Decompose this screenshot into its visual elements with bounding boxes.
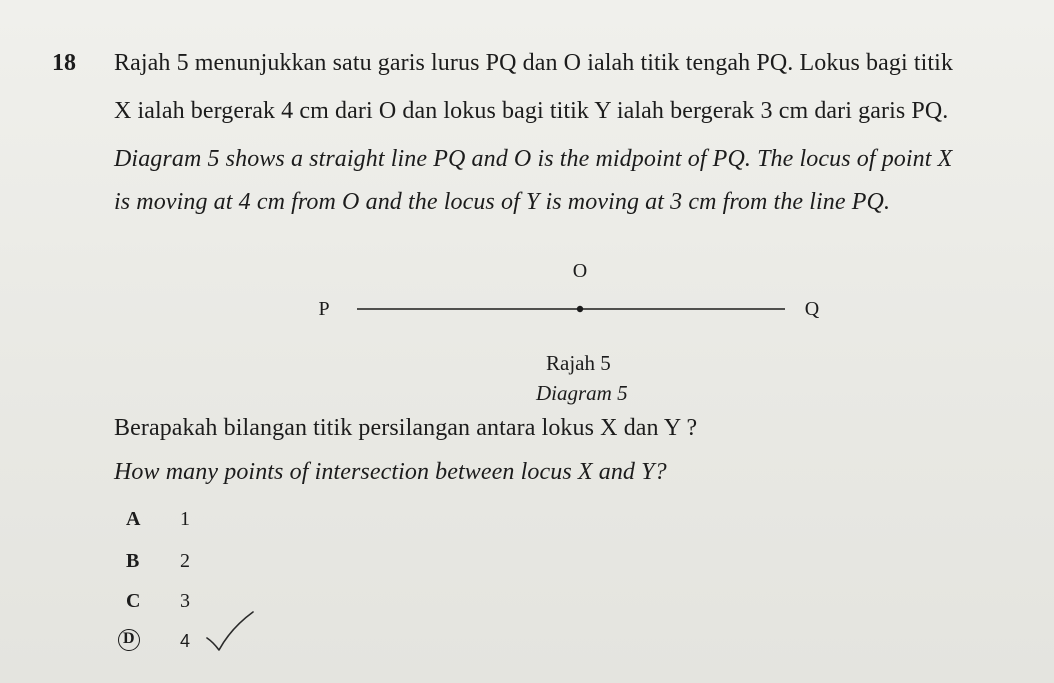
label-q: Q: [804, 298, 820, 320]
prompt-malay: Berapakah bilangan titik persilangan antara lokus X dan Y ?: [114, 415, 698, 441]
question-number: 18: [52, 50, 76, 76]
question-english-line-1: Diagram 5 shows a straight line PQ and O is the midpoint of PQ. The locus of point X: [114, 146, 953, 172]
option-c-value: 3: [180, 590, 190, 612]
prompt-english: How many points of intersection between locus X and Y?: [114, 459, 667, 485]
label-o: O: [572, 260, 588, 282]
question-english-line-2: is moving at 4 cm from O and the locus of Y is moving at 3 cm from the line PQ.: [114, 189, 891, 215]
label-p: P: [318, 298, 330, 320]
option-a-value: 1: [180, 508, 190, 530]
option-a-letter: A: [126, 508, 141, 530]
option-d-letter: D: [123, 630, 135, 647]
midpoint-o-dot: [577, 306, 583, 312]
diagram-caption-malay: Rajah 5: [546, 351, 611, 375]
option-d-value: 4: [180, 631, 191, 651]
question-malay-line-1: Rajah 5 menunjukkan satu garis lurus PQ dan O ialah titik tengah PQ. Lokus bagi titik: [114, 50, 954, 76]
diagram-caption-english: Diagram 5: [536, 381, 628, 405]
option-c-letter: C: [126, 590, 141, 612]
checkmark-icon: [205, 608, 255, 654]
option-b-letter: B: [126, 550, 140, 572]
line-pq-diagram: [300, 255, 840, 335]
option-b-value: 2: [180, 550, 190, 572]
question-malay-line-2: X ialah bergerak 4 cm dari O dan lokus bagi titik Y ialah bergerak 3 cm dari garis PQ.: [114, 98, 949, 124]
